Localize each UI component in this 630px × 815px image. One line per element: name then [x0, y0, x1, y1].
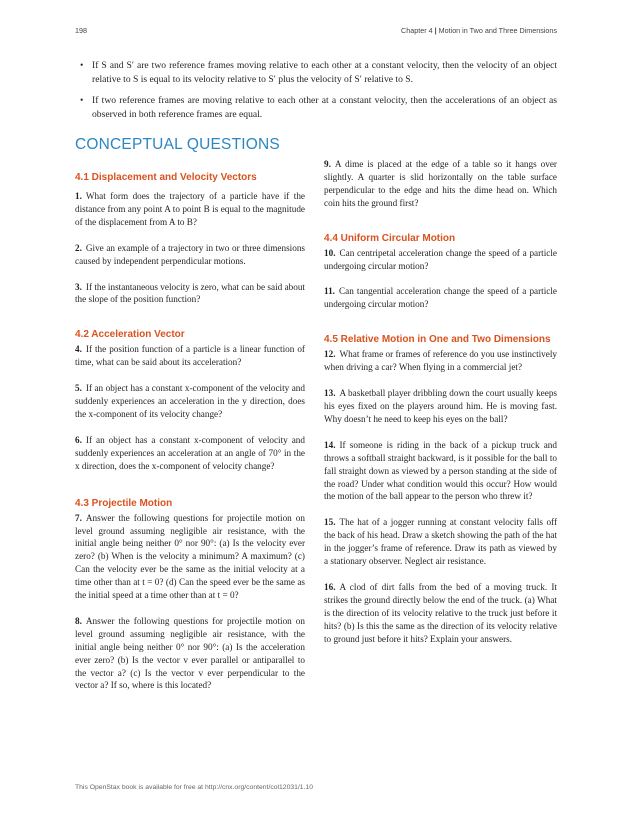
question-text: Answer the following questions for projectile motion on level ground assuming negligible air resistance, with the initial angle being neither 0° nor 90°: (a) Is the acceleration ever zero? (b) Is the vector v ever parallel or antiparallel to the vector a? (c) Is the vector v ever perpendicular to the vector a? If so, where is this located? — [75, 615, 305, 691]
question-number: 2. — [75, 242, 82, 253]
question-text: What form does the trajectory of a particle have if the distance from any point A to point B is equal to the magnitude of the displacement from A to B? — [75, 191, 305, 227]
question-number: 9. — [324, 159, 331, 169]
question-number: 11. — [324, 286, 335, 297]
question-number: 3. — [75, 281, 82, 292]
left-column — [75, 169, 305, 692]
question-item — [324, 158, 557, 210]
question-number: 15. — [324, 517, 336, 528]
subsection-heading: 4.2 Acceleration Vector — [75, 329, 185, 341]
question-text: The hat of a jogger running at constant velocity falls off the back of his head. Draw a sketch showing the path of the hat in the jogger’s frame of reference. Draw its path as viewed by a stationary observer. Neglect air resistance. — [324, 517, 557, 567]
question-text: A dime is placed at the edge of a table so it hangs over slightly. A quarter is slid horizontally on the table surface perpendicular to the edge and hits the dime head on. Which coin hits the ground first? — [324, 159, 557, 208]
page-header — [75, 26, 557, 35]
question-text: If an object has a constant x-component of the velocity and suddenly experiences an acceleration in the y direction, does the x-component of its velocity change? — [75, 383, 305, 419]
page-number: 198 — [75, 26, 87, 35]
question-number: 14. — [324, 439, 336, 450]
question-text: Answer the following questions for projectile motion on level ground assuming negligible air resistance, with the initial angle being neither 0° nor 90°: (a) Is the velocity ever zero? (b) When is the velocity a minimum? A maximum? (c) Can the velocity ever be the same as the initial velocity at a time other than at t = 0? (d) Can the speed ever be the same as the initial speed at a time other than at t = 0? — [75, 512, 305, 601]
header-separator: | — [434, 26, 437, 35]
right-column — [324, 158, 557, 645]
question-number: 4. — [75, 344, 82, 355]
question-text: Can tangential acceleration change the speed of a particle undergoing circular motion? — [324, 286, 557, 310]
chapter-title: Motion in Two and Three Dimensions — [438, 26, 557, 35]
question-text: A clod of dirt falls from the bed of a moving truck. It strikes the ground directly below the end of the truck. (a) What is the direction of its velocity relative to the truck just before it hits? (b) Is this the same as the direction of its velocity relative to ground just before it hits? Explain your answers. — [324, 581, 557, 644]
question-item — [324, 516, 557, 568]
page-footer: This OpenStax book is available for free at http://cnx.org/content/col12031/1.10 — [75, 784, 314, 791]
question-text: If the instantaneous velocity is zero, what can be said about the slope of the position function? — [75, 281, 305, 305]
question-item — [324, 247, 557, 273]
question-item — [75, 242, 305, 268]
question-text: If an object has a constant x-component of velocity and suddenly experiences an acceleration at an angle of 70° in the x direction, does the x-component of velocity change? — [75, 434, 305, 471]
question-text: If someone is riding in the back of a pickup truck and throws a softball straight backward, is it possible for the ball to fall straight down as viewed by a person standing at the side of the road? Under what condition would this occur? How would the motion of the ball appear to the person who threw it? — [324, 439, 557, 502]
question-text: A basketball player dribbling down the court usually keeps his eyes fixed on the players around him. He is moving fast. Why doesn’t he need to keep his eyes on the ball? — [324, 388, 557, 424]
subsection-heading: 4.3 Projectile Motion — [75, 497, 173, 509]
question-item — [75, 434, 305, 473]
question-text: Can centripetal acceleration change the speed of a particle undergoing circular motion? — [324, 247, 557, 271]
subsection-heading: 4.5 Relative Motion in One and Two Dimensions — [324, 334, 551, 346]
question-item — [75, 512, 305, 602]
chapter-label: Chapter 4 — [401, 26, 433, 35]
question-item — [324, 348, 557, 374]
question-number: 7. — [75, 512, 82, 523]
question-text: If the position function of a particle is a linear function of time, what can be said about its acceleration? — [75, 344, 305, 368]
question-item — [324, 387, 557, 426]
question-text: What frame or frames of reference do you use instinctively when driving a car? When flying in a commercial jet? — [324, 349, 557, 373]
question-number: 16. — [324, 581, 336, 592]
running-title — [401, 26, 557, 35]
question-number: 8. — [75, 615, 82, 626]
summary-bullet-list — [92, 59, 557, 129]
question-item — [324, 581, 557, 646]
question-item — [75, 343, 305, 369]
summary-bullet: • If two reference frames are moving relative to each other at a constant velocity, then the accelerations of an object as observed in both reference frames are equal. — [92, 94, 557, 123]
subsection-heading: 4.4 Uniform Circular Motion — [324, 232, 456, 244]
section-title: CONCEPTUAL QUESTIONS — [75, 136, 280, 153]
question-item — [324, 285, 557, 311]
question-item — [75, 281, 305, 307]
question-text: Give an example of a trajectory in two or three dimensions caused by independent perpendicular motions. — [75, 242, 305, 266]
question-number: 13. — [324, 388, 336, 399]
question-item — [75, 190, 305, 229]
subsection-heading: 4.1 Displacement and Velocity Vectors — [75, 172, 257, 183]
summary-bullet: • If S and S′ are two reference frames moving relative to each other at a constant velocity, then the velocity of an object relative to S is equal to its velocity relative to S′ plus the velocity of S′ relative to S. — [92, 59, 557, 88]
question-item — [324, 439, 557, 504]
question-number: 10. — [324, 247, 336, 258]
question-number: 6. — [75, 434, 82, 445]
question-item — [75, 382, 305, 421]
question-number: 1. — [75, 191, 82, 201]
question-number: 12. — [324, 349, 336, 360]
question-item — [75, 615, 305, 692]
question-number: 5. — [75, 383, 82, 394]
